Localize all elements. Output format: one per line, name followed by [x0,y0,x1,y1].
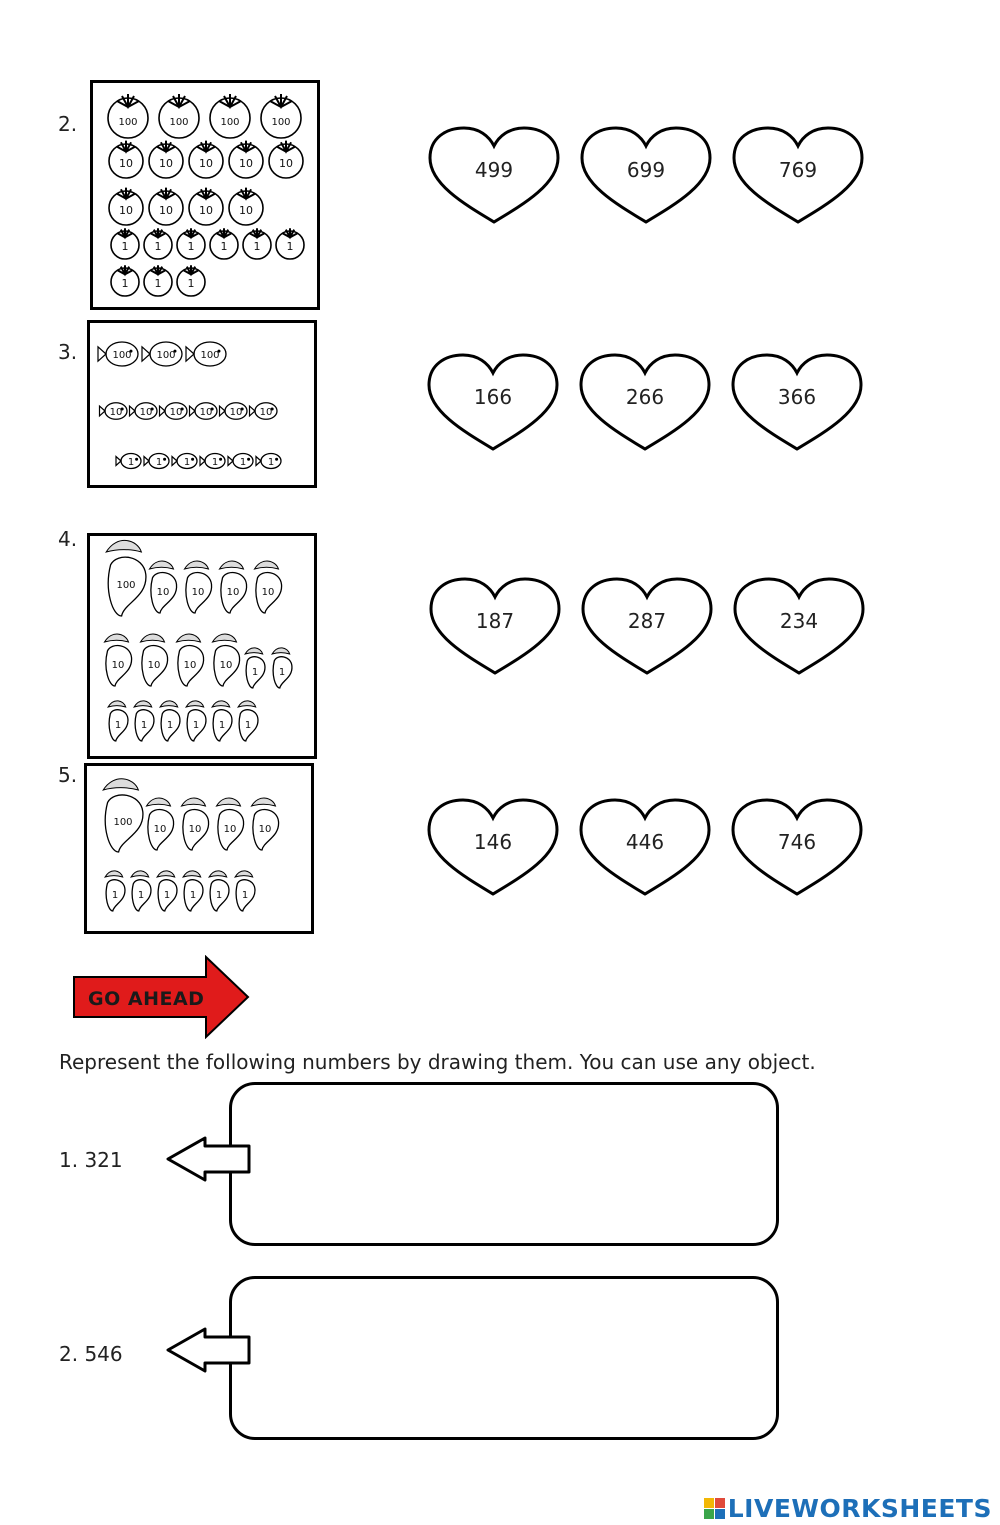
left-arrow-icon [165,1136,251,1182]
drawing-area[interactable] [229,1276,779,1440]
mango-counter [245,648,265,688]
mango-counter [217,798,244,850]
mango-counter [238,701,258,741]
counter-value: 1 [121,239,129,253]
mango-counter [131,871,151,911]
counter-value: 100 [156,350,176,361]
mango-counter [252,798,279,850]
counter-value: 1 [166,720,174,731]
counter-value: 10 [261,587,275,598]
answer-heart[interactable] [575,798,715,898]
answer-heart[interactable] [575,353,715,453]
counter-value: 10 [239,156,253,170]
question-2-picture [90,80,320,310]
counter-value: 1 [155,457,163,468]
answer-heart[interactable] [577,577,717,677]
counter-value: 1 [163,890,171,901]
drawing-area[interactable] [229,1082,779,1246]
counter-value: 1 [127,457,135,468]
answer-value: 746 [777,830,817,854]
mango-counter [255,561,282,613]
tomato-counter [210,228,238,259]
counter-value: 100 [200,350,220,361]
counter-value: 10 [239,203,253,217]
left-arrow-icon [165,1327,251,1373]
tomato-counter [111,228,139,259]
counter-value: 10 [199,407,213,418]
brand-footer [704,1494,992,1523]
question-number: 2. [58,112,78,136]
fish-counter [98,342,138,366]
fish-counter [116,454,141,469]
counter-value: 1 [187,276,195,290]
counter-value: 100 [112,350,132,361]
question-3-picture [87,320,317,488]
answer-heart[interactable] [423,353,563,453]
answer-value: 187 [475,609,515,633]
mango-counter [182,798,209,850]
answer-value: 146 [473,830,513,854]
question-number: 4. [58,527,78,551]
counter-value: 100 [271,117,291,128]
counter-value: 1 [253,239,261,253]
question-number: 5. [58,763,78,787]
mango-counter [212,701,232,741]
mango-counter [157,871,177,911]
mango-counter [183,871,203,911]
counter-value: 10 [153,824,167,835]
fish-counter [144,454,169,469]
mango-counters [87,766,311,931]
instruction-text: Represent the following numbers by drawing them. You can use any object. [59,1050,816,1074]
answer-heart[interactable] [423,798,563,898]
mango-counter [185,561,212,613]
counter-value: 10 [159,203,173,217]
question-number: 3. [58,340,78,364]
counter-value: 10 [226,587,240,598]
fish-counters [90,323,314,485]
answer-heart[interactable] [727,798,867,898]
tomato-counter [111,265,139,296]
mango-counter [105,871,125,911]
counter-value: 1 [114,720,122,731]
counter-value: 1 [267,457,275,468]
question-4-picture [87,533,317,759]
fish-counter [130,403,158,420]
mango-counter [150,561,177,613]
counter-value: 1 [183,457,191,468]
counter-value: 1 [278,667,286,678]
counter-value: 10 [279,156,293,170]
tomato-counter [229,188,263,225]
fish-counter [100,403,128,420]
counter-value: 1 [137,890,145,901]
drawing-task-label: 2. 546 [59,1342,123,1366]
tomato-counter [109,141,143,178]
mango-counter [108,701,128,741]
counter-value: 100 [113,817,133,828]
counter-value: 100 [118,117,138,128]
answer-value: 266 [625,385,665,409]
tomato-counter [210,94,250,138]
counter-value: 10 [199,203,213,217]
mango-counter [272,648,292,688]
liveworksheets-logo-icon [704,1498,726,1520]
tomato-counter [149,141,183,178]
fish-counter [250,403,278,420]
counter-value: 1 [239,457,247,468]
mango-counter [134,701,154,741]
tomato-counter [144,265,172,296]
counter-value: 1 [192,720,200,731]
mango-counter [235,871,255,911]
answer-heart[interactable] [425,577,565,677]
answer-value: 499 [474,158,514,182]
mango-counter [147,798,174,850]
counter-value: 1 [251,667,259,678]
mango-counter [177,634,204,686]
counter-value: 1 [140,720,148,731]
counter-value: 100 [169,117,189,128]
counter-value: 1 [154,276,162,290]
tomato-counter [109,188,143,225]
fish-counter [190,403,218,420]
counter-value: 10 [156,587,170,598]
counter-value: 10 [191,587,205,598]
mango-counter [103,779,143,852]
answer-value: 166 [473,385,513,409]
answer-value: 769 [778,158,818,182]
mango-counter [209,871,229,911]
answer-value: 446 [625,830,665,854]
question-5-picture [84,763,314,934]
go-ahead-arrow [72,955,252,1039]
tomato-counter [229,141,263,178]
drawing-task-label: 1. 321 [59,1148,123,1172]
fish-counter [220,403,248,420]
tomato-counter [177,228,205,259]
mango-counter [186,701,206,741]
tomato-counter [189,141,223,178]
counter-value: 10 [139,407,153,418]
answer-heart[interactable] [729,577,869,677]
counter-value: 1 [220,239,228,253]
counter-value: 1 [244,720,252,731]
answer-value: 366 [777,385,817,409]
counter-value: 10 [119,156,133,170]
brand-name: LIVEWORKSHEETS [727,1494,992,1523]
mango-counter [213,634,240,686]
answer-heart[interactable] [424,126,564,226]
mango-counter [106,540,146,616]
answer-value: 234 [779,609,819,633]
counter-value: 1 [121,276,129,290]
counter-value: 1 [211,457,219,468]
fish-counter [228,454,253,469]
counter-value: 1 [154,239,162,253]
fish-counter [160,403,188,420]
counter-value: 1 [111,890,119,901]
counter-value: 100 [116,580,136,591]
counter-value: 10 [119,203,133,217]
counter-value: 10 [147,660,161,671]
counter-value: 10 [109,407,123,418]
tomato-counter [177,265,205,296]
counter-value: 10 [229,407,243,418]
answer-heart[interactable] [728,126,868,226]
fish-counter [256,454,281,469]
tomato-counter [261,94,301,138]
counter-value: 10 [169,407,183,418]
answer-heart[interactable] [576,126,716,226]
tomato-counter [189,188,223,225]
tomato-counter [108,94,148,138]
fish-counter [186,342,226,366]
counter-value: 10 [258,824,272,835]
counter-value: 1 [286,239,294,253]
fish-counter [142,342,182,366]
mango-counter [220,561,247,613]
tomato-counter [144,228,172,259]
tomato-counter [159,94,199,138]
tomato-counter [243,228,271,259]
counter-value: 10 [183,660,197,671]
tomato-counter [276,228,304,259]
mango-counters [90,536,314,756]
go-ahead-label: GO AHEAD [88,988,205,1010]
mango-counter [141,634,168,686]
mango-counter [160,701,180,741]
counter-value: 10 [199,156,213,170]
counter-value: 10 [259,407,273,418]
tomato-counter [269,141,303,178]
counter-value: 1 [189,890,197,901]
counter-value: 1 [218,720,226,731]
fish-counter [200,454,225,469]
counter-value: 1 [215,890,223,901]
answer-value: 699 [626,158,666,182]
answer-heart[interactable] [727,353,867,453]
answer-value: 287 [627,609,667,633]
tomato-counters [93,83,317,307]
counter-value: 10 [188,824,202,835]
counter-value: 1 [187,239,195,253]
mango-counter [105,634,132,686]
counter-value: 100 [220,117,240,128]
counter-value: 10 [159,156,173,170]
counter-value: 10 [219,660,233,671]
counter-value: 1 [241,890,249,901]
counter-value: 10 [223,824,237,835]
tomato-counter [149,188,183,225]
counter-value: 10 [111,660,125,671]
fish-counter [172,454,197,469]
